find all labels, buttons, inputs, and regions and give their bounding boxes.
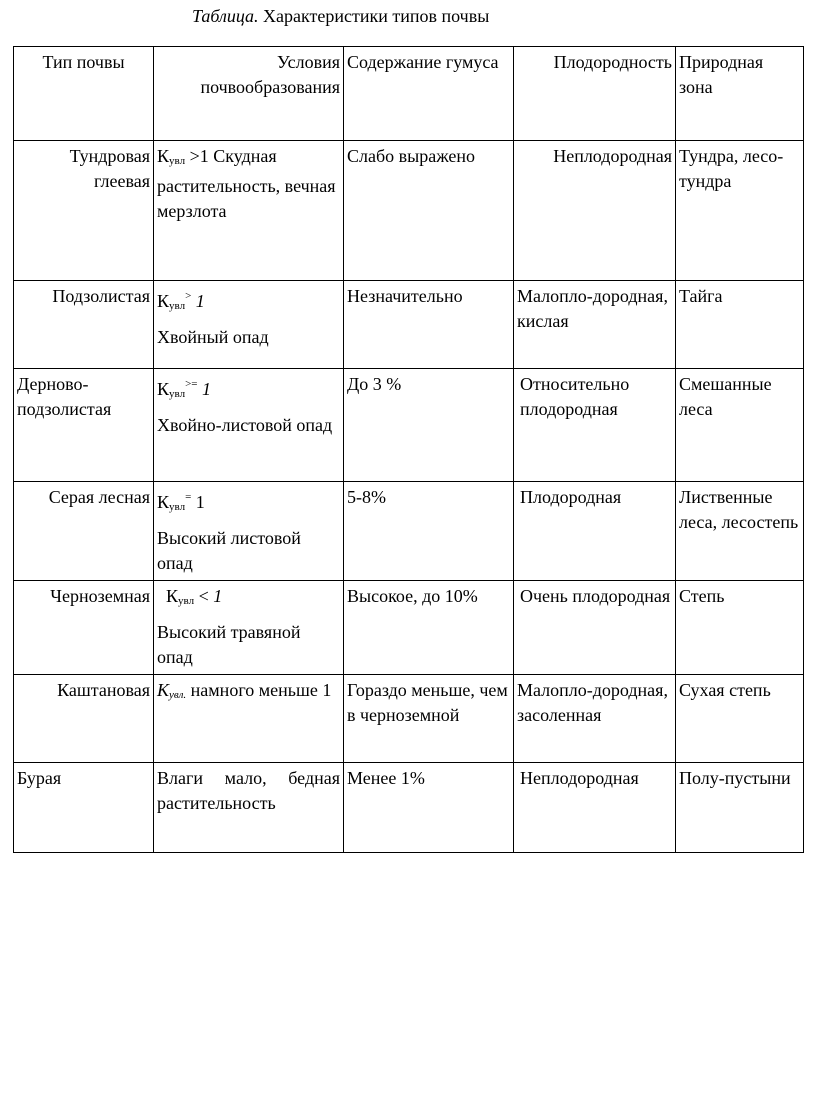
k-symbol: К: [157, 379, 170, 399]
cell-soil-type: Бурая: [14, 763, 154, 853]
table-row: [14, 675, 804, 763]
conditions-text: Высокий листовой опад: [157, 528, 301, 573]
cell-humus: Менее 1%: [344, 763, 514, 853]
k-subscript: увл.: [168, 689, 187, 701]
k-subscript: увл: [178, 595, 195, 607]
cell-humus: 5-8%: [344, 482, 514, 581]
header-fertility: Плодородность: [514, 47, 676, 141]
cell-zone: Полу-пустыни: [676, 763, 804, 853]
conditions-text: Хвойный опад: [157, 327, 269, 347]
table-caption: [192, 4, 792, 28]
caption-lead: Таблица.: [192, 6, 259, 26]
k-value: 1: [213, 586, 223, 606]
k-value: 1: [201, 379, 211, 399]
cell-humus: Незначительно: [344, 281, 514, 369]
cell-humus: Гораздо меньше, чем в черноземной: [344, 675, 514, 763]
cell-zone: Тундра, лесо-тундра: [676, 141, 804, 281]
cell-zone: Сухая степь: [676, 675, 804, 763]
header-humus: Содержание гумуса: [344, 47, 514, 141]
k-symbol: К: [157, 492, 170, 512]
soil-types-table: [13, 46, 804, 853]
cell-humus: Высокое, до 10%: [344, 581, 514, 675]
cell-fertility: Относительно плодородная: [514, 369, 676, 482]
table-header-row: [14, 47, 804, 141]
cell-conditions: [154, 281, 344, 369]
header-soil-type: Тип почвы: [14, 47, 154, 141]
k-value: 1: [195, 492, 205, 512]
k-value: 1: [195, 291, 205, 311]
cell-humus: Слабо выражено: [344, 141, 514, 281]
cell-fertility: Малопло-дородная, засоленная: [514, 675, 676, 763]
k-relation: >=: [185, 378, 198, 390]
conditions-text: Хвойно-листовой опад: [157, 415, 333, 435]
cell-zone: Степь: [676, 581, 804, 675]
k-symbol: К: [157, 146, 170, 166]
cell-zone: Тайга: [676, 281, 804, 369]
cell-fertility: Неплодородная: [514, 141, 676, 281]
cell-fertility: Малопло-дородная, кислая: [514, 281, 676, 369]
cell-fertility: Неплодородная: [514, 763, 676, 853]
cell-soil-type: Каштановая: [14, 675, 154, 763]
cell-soil-type: Тундровая глеевая: [14, 141, 154, 281]
conditions-text: Скудная растительность, вечная мерзлота: [157, 146, 336, 221]
caption-title: Характеристики типов почвы: [263, 6, 490, 26]
table-row: [14, 482, 804, 581]
k-relation: =: [185, 491, 192, 503]
cell-fertility: Очень плодородная: [514, 581, 676, 675]
cell-humus: До 3 %: [344, 369, 514, 482]
k-relation: >: [185, 290, 192, 302]
cell-zone: Смешанные леса: [676, 369, 804, 482]
cell-conditions: Влаги мало, бедная растительность: [154, 763, 344, 853]
table-row: [14, 763, 804, 853]
table-row: [14, 281, 804, 369]
cell-soil-type: Серая лесная: [14, 482, 154, 581]
k-subscript: увл: [169, 300, 186, 312]
conditions-text: Высокий травяной опад: [157, 622, 301, 667]
cell-soil-type: Дерново-подзолистая: [14, 369, 154, 482]
cell-conditions: [154, 675, 344, 763]
cell-conditions: [154, 369, 344, 482]
table-row: [14, 369, 804, 482]
k-subscript: увл: [169, 388, 186, 400]
k-symbol: К: [166, 586, 179, 606]
header-conditions: Условия почвообразования: [154, 47, 344, 141]
cell-conditions: [154, 141, 344, 281]
k-symbol: К: [157, 680, 169, 700]
k-relation: <: [198, 586, 209, 606]
cell-conditions: [154, 482, 344, 581]
table-row: [14, 141, 804, 281]
cell-zone: Лиственные леса, лесостепь: [676, 482, 804, 581]
k-symbol: К: [157, 291, 170, 311]
k-subscript: увл: [169, 155, 186, 167]
cell-soil-type: Черноземная: [14, 581, 154, 675]
conditions-text: намного меньше 1: [190, 680, 332, 700]
cell-conditions: [154, 581, 344, 675]
k-relation: >1: [189, 146, 209, 166]
cell-soil-type: Подзолистая: [14, 281, 154, 369]
cell-fertility: Плодородная: [514, 482, 676, 581]
k-subscript: увл: [169, 501, 186, 513]
table-row: [14, 581, 804, 675]
header-zone: Природная зона: [676, 47, 804, 141]
